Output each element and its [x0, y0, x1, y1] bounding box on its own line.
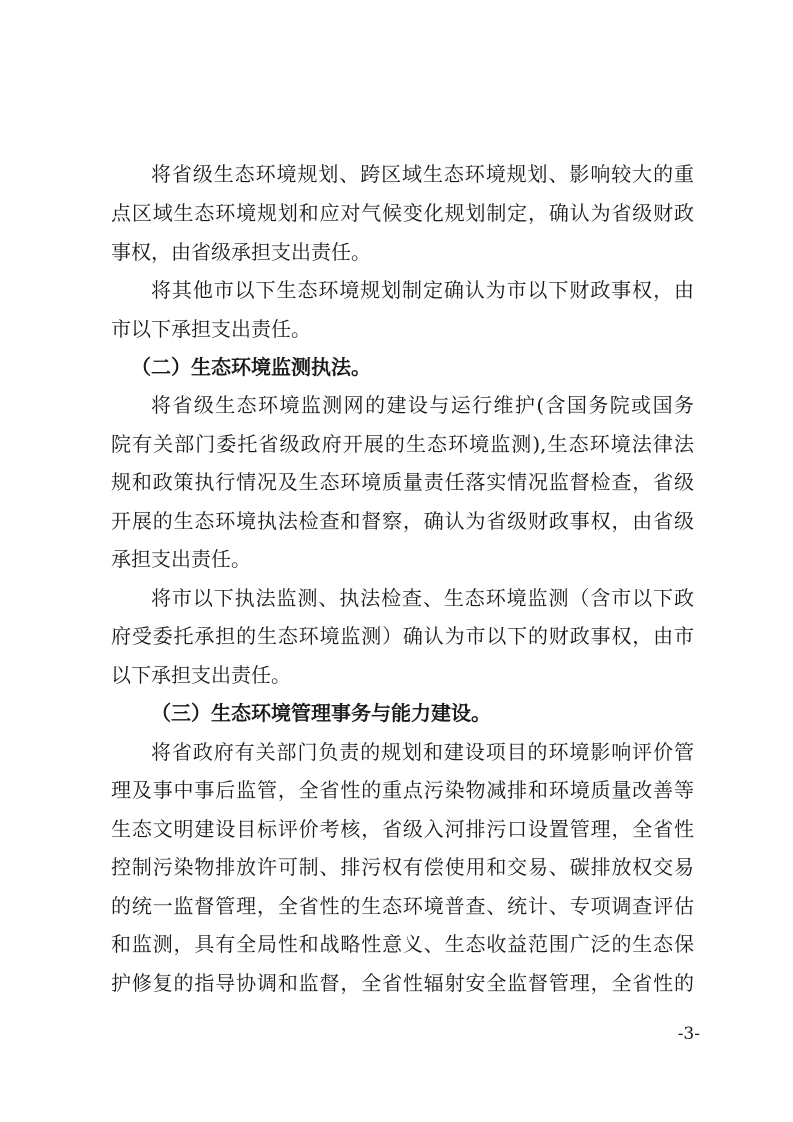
paragraph-5-line-6: 和监测，具有全局性和战略性意义、生态收益范围广泛的生态保	[111, 932, 694, 956]
paragraph-2-line-2: 市以下承担支出责任。	[111, 317, 311, 341]
paragraph-3-line-1: 将省级生态环境监测网的建设与运行维护(含国务院或国务	[151, 393, 694, 417]
paragraph-5-line-3: 生态文明建设目标评价考核，省级入河排污口设置管理，全省性	[111, 817, 694, 841]
paragraph-3-line-3: 规和政策执行情况及生态环境质量责任落实情况监督检查，省级	[111, 470, 694, 494]
section-heading-3: （三）生态环境管理事务与能力建设。	[151, 701, 491, 725]
paragraph-4-line-3: 以下承担支出责任。	[111, 663, 291, 687]
paragraph-5-line-2: 理及事中事后监管，全省性的重点污染物减排和环境质量改善等	[111, 778, 694, 802]
paragraph-4-line-1: 将市以下执法监测、执法检查、生态环境监测（含市以下政	[151, 586, 694, 610]
paragraph-1-line-3: 事权，由省级承担支出责任。	[111, 240, 371, 264]
paragraph-5-line-4: 控制污染物排放许可制、排污权有偿使用和交易、碳排放权交易	[111, 855, 694, 879]
paragraph-4-line-2: 府受委托承担的生态环境监测）确认为市以下的财政事权，由市	[111, 624, 694, 648]
paragraph-5-line-1: 将省政府有关部门负责的规划和建设项目的环境影响评价管	[151, 740, 694, 764]
paragraph-3-line-2: 院有关部门委托省级政府开展的生态环境监测),生态环境法律法	[111, 432, 694, 456]
paragraph-5-line-5: 的统一监督管理，全省性的生态环境普查、统计、专项调查评估	[111, 894, 694, 918]
paragraph-1-line-1: 将省级生态环境规划、跨区域生态环境规划、影响较大的重	[151, 162, 694, 186]
paragraph-5-line-7: 护修复的指导协调和监督，全省性辐射安全监督管理，全省性的	[111, 971, 694, 995]
paragraph-2-line-1: 将其他市以下生态环境规划制定确认为市以下财政事权，由	[151, 278, 694, 302]
page-number: -3-	[677, 1024, 700, 1044]
paragraph-3-line-5: 承担支出责任。	[111, 547, 251, 571]
section-heading-2: （二）生态环境监测执法。	[131, 355, 371, 379]
paragraph-3-line-4: 开展的生态环境执法检查和督察，确认为省级财政事权，由省级	[111, 509, 694, 533]
paragraph-1-line-2: 点区域生态环境规划和应对气候变化规划制定，确认为省级财政	[111, 201, 694, 225]
